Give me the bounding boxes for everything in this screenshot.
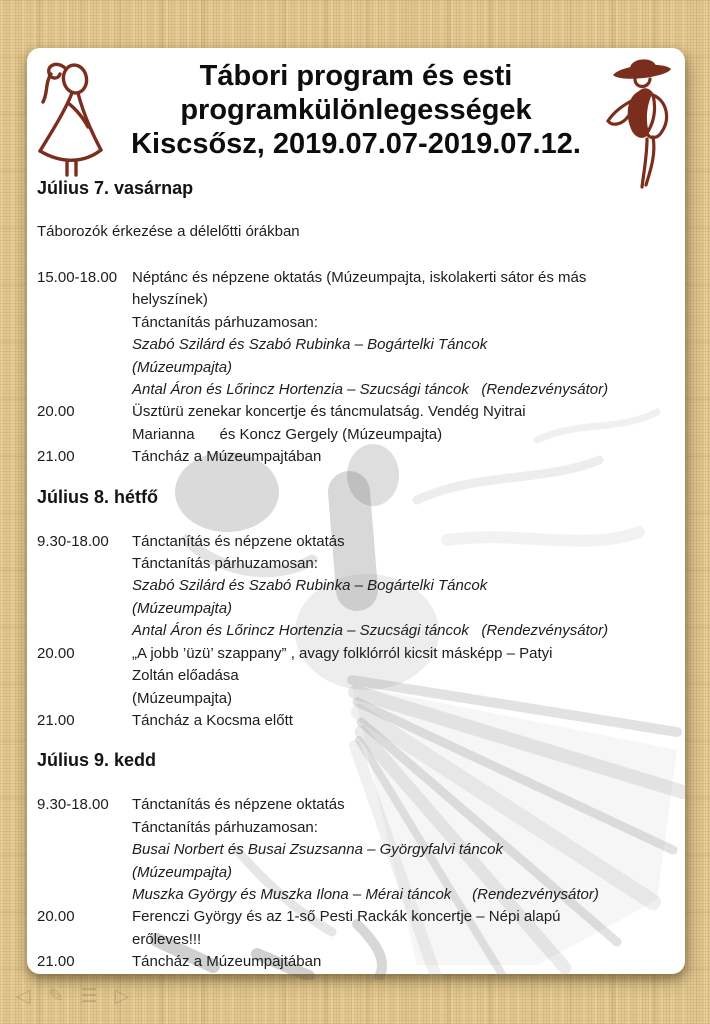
- event-line: Táncház a Kocsma előtt: [132, 711, 293, 729]
- page-title: [27, 59, 685, 161]
- schedule-row: [37, 710, 671, 732]
- schedule-row: [37, 401, 671, 446]
- section-heading-july-9: Július 9. kedd: [37, 750, 157, 771]
- event-line: Táncház a Múzeumpajtában: [132, 953, 322, 971]
- time-label: 21.00: [37, 711, 75, 729]
- time-label: 9.30-18.00: [37, 796, 109, 814]
- time-label: 20.00: [37, 908, 75, 926]
- event-line: (Múzeumpajta): [132, 689, 233, 707]
- schedule-july-8: [37, 531, 671, 733]
- event-description: [132, 794, 671, 906]
- schedule-row: [37, 267, 671, 401]
- title-line-2: programkülönlegességek: [180, 94, 532, 126]
- event-line: (Múzeumpajta): [132, 863, 233, 881]
- schedule-row: [37, 643, 671, 710]
- next-slide-icon[interactable]: ▷: [114, 986, 130, 1007]
- time-label: 20.00: [37, 644, 75, 662]
- title-line-1: Tábori program és esti: [199, 60, 513, 92]
- event-line: Antal Áron és Lőrincz Hortenzia – Szucsági táncok (Rendezvénysátor): [132, 622, 609, 640]
- slide-menu-icon[interactable]: ☰: [80, 986, 98, 1007]
- time-label: 21.00: [37, 953, 75, 971]
- event-line: Néptánc és népzene oktatás (Múzeumpajta, iskolakerti sátor és más: [132, 269, 587, 286]
- event-line: Tánctanítás és népzene oktatás: [132, 532, 345, 550]
- dancing-man-icon: [601, 53, 683, 193]
- event-line: (Múzeumpajta): [132, 599, 233, 617]
- page-header: [27, 48, 685, 161]
- event-line: Tánctanítás párhuzamosan:: [132, 313, 318, 331]
- event-line: helyszínek): [132, 291, 208, 309]
- event-line: Tánctanítás párhuzamosan:: [132, 818, 318, 836]
- event-line: (Múzeumpajta): [132, 358, 233, 376]
- event-line: Szabó Szilárd és Szabó Rubinka – Bogártelki Táncok: [132, 577, 488, 595]
- event-description: [132, 906, 671, 951]
- program-content: [27, 178, 685, 974]
- time-label: 20.00: [37, 403, 75, 421]
- schedule-july-7: [37, 267, 671, 469]
- schedule-row: [37, 906, 671, 951]
- title-line-3: Kiscsősz, 2019.07.07-2019.07.12.: [131, 128, 581, 160]
- event-description: [132, 531, 671, 643]
- schedule-row: [37, 794, 671, 906]
- time-label: 21.00: [37, 448, 75, 466]
- event-line: Tánctanítás párhuzamosan:: [132, 555, 318, 573]
- previous-slide-icon[interactable]: ◁: [15, 986, 31, 1007]
- event-description: [132, 446, 671, 468]
- event-line: erőleves!!!: [132, 930, 202, 948]
- event-line: Szabó Szilárd és Szabó Rubinka – Bogártelki Táncok: [132, 336, 488, 354]
- event-line: Muszka György és Muszka Ilona – Mérai táncok (Rendezvénysátor): [132, 885, 599, 903]
- schedule-row: [37, 446, 671, 468]
- time-label: 15.00-18.00: [37, 269, 118, 286]
- event-line: Táncház a Múzeumpajtában: [132, 448, 322, 466]
- schedule-row: [37, 951, 671, 973]
- event-line: „A jobb ’üzü’ szappany” , avagy folklórról kicsit másképp – Patyi: [132, 644, 553, 662]
- event-description: [132, 643, 671, 710]
- event-line: Ferenczi György és az 1-ső Pesti Rackák koncertje – Népi alapú: [132, 908, 561, 926]
- presentation-controls: [12, 986, 133, 1008]
- event-line: Marianna és Koncz Gergely (Múzeumpajta): [132, 425, 443, 443]
- event-description: [132, 710, 671, 732]
- event-description: [132, 951, 671, 973]
- schedule-row: [37, 531, 671, 643]
- pen-tool-icon[interactable]: ✎: [48, 986, 64, 1007]
- arrival-note: Táborozók érkezése a délelőtti órákban: [37, 223, 300, 240]
- program-page: [27, 48, 685, 974]
- event-line: Busai Norbert és Busai Zsuzsanna – Györgyfalvi táncok: [132, 841, 504, 859]
- time-label: 9.30-18.00: [37, 532, 109, 550]
- dancing-woman-icon: [34, 61, 106, 179]
- section-heading-july-8: Július 8. hétfő: [37, 486, 159, 507]
- section-heading-july-7: Július 7. vasárnap: [37, 178, 194, 198]
- event-line: Zoltán előadása: [132, 667, 239, 685]
- event-description: [132, 267, 671, 401]
- schedule-july-9: [37, 794, 671, 973]
- event-line: Antal Áron és Lőrincz Hortenzia – Szucsági táncok (Rendezvénysátor): [132, 381, 609, 399]
- event-line: Tánctanítás és népzene oktatás: [132, 796, 345, 814]
- event-line: Üsztürü zenekar koncertje és táncmulatság. Vendég Nyitrai: [132, 403, 526, 421]
- event-description: [132, 401, 671, 446]
